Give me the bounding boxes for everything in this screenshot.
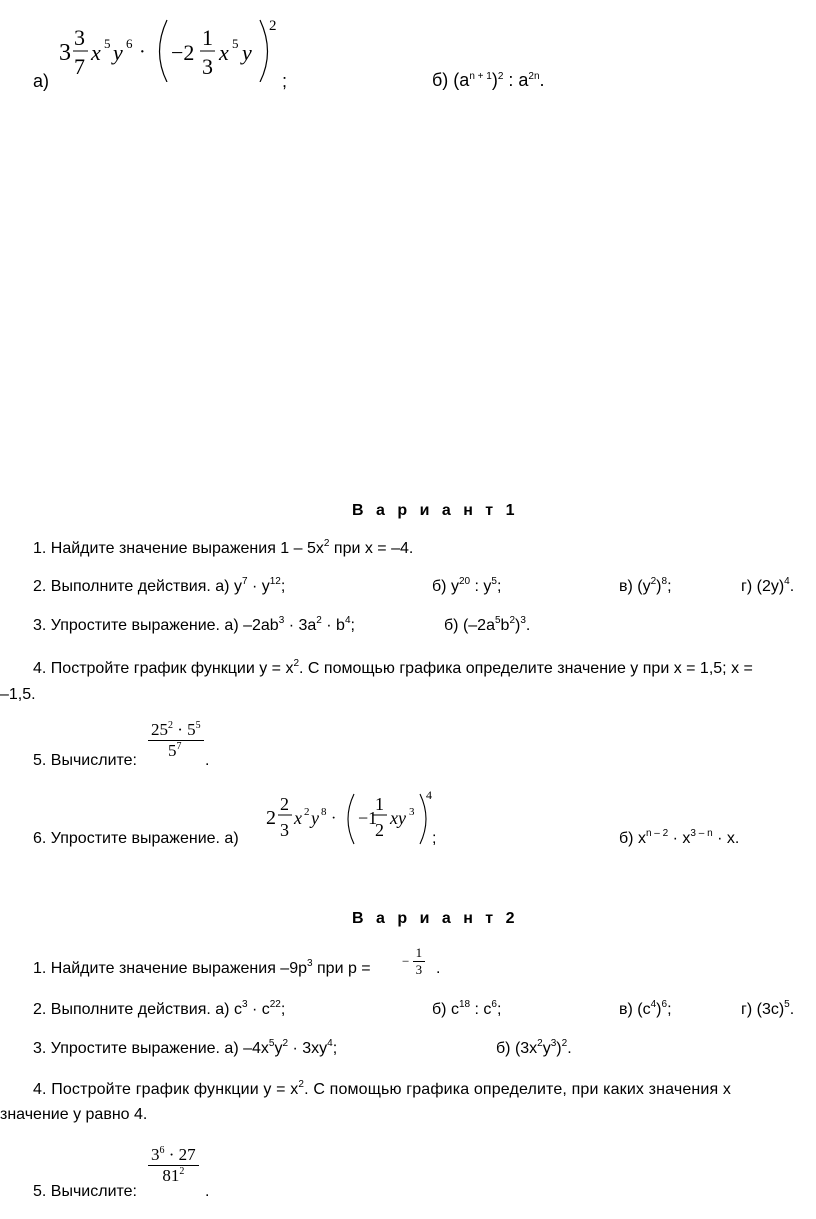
v1-q6-formula: [262, 786, 442, 848]
svg-text:3: 3: [280, 820, 289, 840]
top-b-expression: б) $(a^{n + 1})^2$ : $a^{2n}$.: [432, 70, 545, 90]
formula-inner: −2: [171, 40, 195, 65]
formula-ix: x: [219, 40, 229, 65]
v2-q2c: в) $(c^4)^6$;: [619, 999, 672, 1018]
svg-text:x: x: [294, 808, 302, 828]
svg-text:·: ·: [331, 810, 337, 827]
variant1-title: В а р и а н т 1: [352, 502, 519, 519]
svg-text:2: 2: [375, 820, 384, 840]
formula-num: 3: [74, 25, 85, 50]
formula-y: y: [113, 40, 123, 65]
right-paren: [260, 20, 268, 82]
v2-q2a: 2. Выполните действия. а) $c^3 \cdot c^{22}$;: [33, 999, 286, 1018]
svg-text:8: 8: [321, 806, 327, 818]
svg-text:4: 4: [426, 788, 432, 802]
formula-den: 7: [74, 54, 85, 79]
v1-q2a: 2. Выполните действия. а) $y^7 \cdot y^{12}$;: [33, 576, 286, 595]
v2-q5-end: .: [205, 1183, 210, 1200]
formula-y-exp: 6: [126, 36, 133, 51]
v2-q5-label: 5. Вычислите:: [33, 1183, 137, 1200]
variant2-title: В а р и а н т 2: [352, 910, 519, 927]
v1-q2d: г) $(2y)^4$.: [741, 576, 795, 595]
formula-dot: ·: [139, 41, 146, 63]
v2-q1-fraction: − $\frac{1}{3}$: [402, 945, 425, 978]
v1-q3b: б) $(-2a^5b^2)^3$.: [444, 615, 531, 634]
formula-whole: 3: [59, 40, 71, 66]
svg-text:2: 2: [280, 794, 289, 814]
top-formula-a: [55, 10, 285, 82]
v1-q1: 1. Найдите значение выражения $1 - 5x^2$ при x = –4.: [33, 538, 414, 557]
v1-q4-line2: –1,5.: [0, 686, 36, 703]
svg-text:y: y: [311, 808, 319, 828]
v1-q6b: б) $x^{n - 2} \cdot x^{3 - n} \cdot x$.: [619, 828, 740, 847]
formula-x-exp: 5: [104, 36, 111, 51]
v2-q2b: б) $c^{18}$ : $c^6$;: [432, 999, 502, 1018]
svg-text:3: 3: [409, 806, 415, 818]
v2-q1-end: .: [436, 960, 441, 977]
v2-q3a: 3. Упростите выражение. а) $-4x^5y^2 \cdot 3xy^4$;: [33, 1038, 338, 1057]
v2-q4-line2: значение y равно 4.: [0, 1106, 148, 1123]
formula-iy: y: [242, 40, 252, 65]
formula-inner-num: 1: [202, 25, 213, 50]
svg-text:1: 1: [375, 794, 384, 814]
v1-q6-left-paren: [348, 794, 354, 844]
formula-ix-exp: 5: [232, 36, 239, 51]
v1-q4-line1: 4. Постройте график функции $y = x^2$. С помощью графика определите значение y при x = 1,5; x =: [33, 658, 753, 677]
v2-q5-fraction: $\frac{3^6 \cdot 27}{81^2}$: [148, 1145, 199, 1186]
formula-x: x: [91, 40, 101, 65]
top-a-label: а): [33, 71, 50, 91]
svg-text:2: 2: [304, 806, 310, 818]
v1-q5-label: 5. Вычислите:: [33, 752, 137, 769]
v1-q3a: 3. Упростите выражение. а) $-2ab^3 \cdot 3a^2 \cdot b^4$;: [33, 615, 355, 634]
v1-q6-end: ;: [432, 830, 437, 847]
v1-q6-label: 6. Упростите выражение. а): [33, 830, 239, 847]
v1-q5-end: .: [205, 752, 210, 769]
formula-power: 2: [269, 18, 277, 34]
v1-q5-fraction: $\frac{25^2 \cdot 5^5}{5^7}$: [148, 720, 204, 761]
v2-q2d: г) $(3c)^5$.: [741, 999, 795, 1018]
svg-text:−1: −1: [358, 808, 378, 828]
formula-inner-den: 3: [202, 54, 213, 79]
v1-q2c: в) $(y^2)^8$;: [619, 576, 672, 595]
svg-text:xy: xy: [390, 808, 406, 828]
v2-q1: 1. Найдите значение выражения $-9p^3$ при p =: [33, 958, 371, 977]
v2-q4-line1: 4. Постройте график функции $y = x^2$. С помощью графика определите, при каких значения x: [33, 1079, 732, 1098]
v2-q3b: б) $(3x^2y^3)^2$.: [496, 1038, 572, 1057]
top-a-tail: ;: [282, 71, 288, 91]
v1-q2b: б) $y^{20}$ : $y^5$;: [432, 576, 502, 595]
svg-text:2: 2: [266, 807, 276, 829]
left-paren: [160, 20, 168, 82]
